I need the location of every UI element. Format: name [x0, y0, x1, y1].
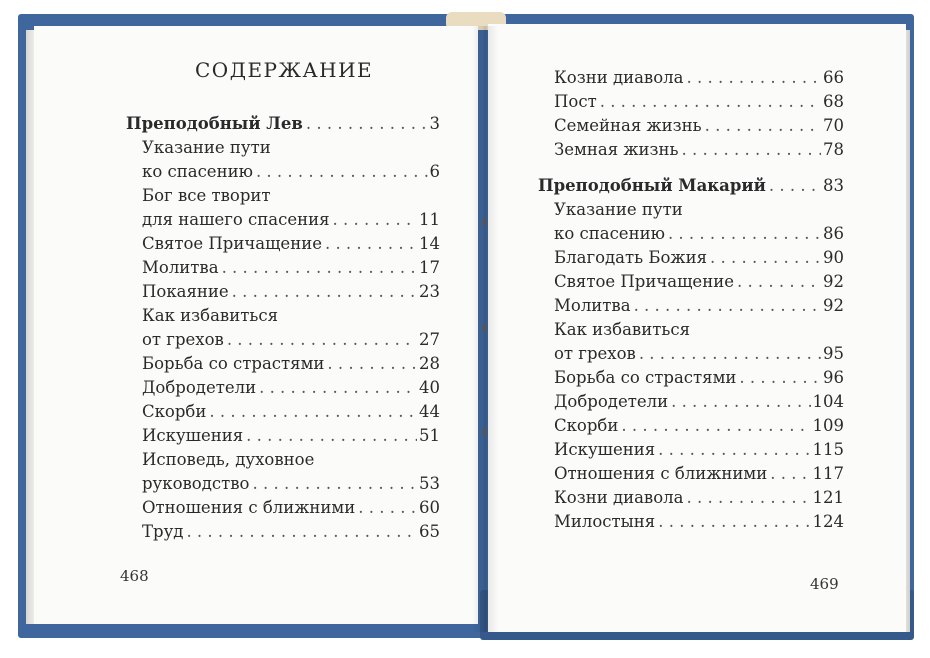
toc-entry-row	[554, 66, 844, 90]
toc-entry	[126, 520, 440, 544]
dot-leader	[222, 256, 417, 280]
toc-entry	[538, 438, 844, 462]
toc-entry-row	[142, 328, 440, 352]
toc-entry-row	[142, 160, 440, 184]
toc-entry-page: 92	[823, 272, 844, 291]
toc-entry-row	[554, 510, 844, 534]
contents-heading: СОДЕРЖАНИЕ	[195, 58, 374, 82]
toc-entry	[126, 352, 440, 376]
toc-entry	[538, 486, 844, 510]
dot-leader	[686, 66, 821, 90]
toc-entry-title: Земная жизнь	[554, 140, 679, 159]
toc-entry-page: 51	[419, 426, 440, 445]
dot-leader	[327, 352, 417, 376]
toc-entry-page: 6	[429, 162, 440, 181]
toc-entry-title: Добродетели	[142, 378, 257, 397]
toc-entry-title: Милостыня	[554, 512, 656, 531]
toc-entry-title: Борьба со страстями	[554, 368, 737, 387]
toc-entry-row	[554, 90, 844, 114]
toc-entry-title: Молитва	[554, 296, 631, 315]
toc-entry-title: Покаяние	[142, 282, 229, 301]
toc-entry-page: 28	[419, 354, 440, 373]
toc-entry-row	[142, 520, 440, 544]
dot-leader	[770, 462, 810, 486]
toc-entry-title-line: Указание пути	[554, 200, 683, 219]
left-toc-list	[126, 112, 440, 544]
toc-entry	[126, 280, 440, 304]
toc-entry-title: Преподобный Лев	[126, 114, 303, 133]
toc-entry	[538, 90, 844, 114]
toc-entry	[126, 448, 440, 496]
dot-leader	[658, 510, 810, 534]
toc-entry-title: ко спасению	[554, 224, 665, 243]
dot-leader	[259, 376, 417, 400]
dot-leader	[621, 414, 810, 438]
toc-entry-page: 92	[823, 296, 844, 315]
dot-leader	[253, 472, 418, 496]
toc-entry-title: Благодать Божия	[554, 248, 708, 267]
toc-entry	[126, 424, 440, 448]
toc-entry-row	[554, 270, 844, 294]
toc-entry-row	[554, 486, 844, 510]
toc-entry-row	[554, 246, 844, 270]
toc-entry-page: 90	[823, 248, 844, 267]
toc-entry	[538, 246, 844, 270]
dot-leader	[710, 246, 821, 270]
toc-entry-page: 11	[419, 210, 440, 229]
dot-leader	[671, 390, 810, 414]
toc-entry	[126, 232, 440, 256]
toc-entry-title: Скорби	[142, 402, 207, 421]
toc-entry-title: Молитва	[142, 258, 219, 277]
toc-entry-title: руководство	[142, 474, 250, 493]
toc-entry	[538, 270, 844, 294]
toc-entry-title: Козни диавола	[554, 68, 684, 87]
toc-entry	[126, 184, 440, 232]
toc-entry-title: Скорби	[554, 416, 619, 435]
toc-entry	[538, 510, 844, 534]
toc-entry-page: 86	[823, 224, 844, 243]
toc-entry-page: 60	[419, 498, 440, 517]
toc-entry	[538, 414, 844, 438]
binding-stitch	[483, 428, 486, 436]
toc-entry-title: Искушения	[554, 440, 656, 459]
dot-leader	[686, 486, 810, 510]
dot-leader	[705, 114, 821, 138]
toc-entry	[538, 138, 844, 162]
toc-entry-title: Семейная жизнь	[554, 116, 702, 135]
toc-entry-title: от грехов	[554, 344, 636, 363]
toc-entry-title: Отношения с ближними	[142, 498, 356, 517]
toc-entry-row	[554, 414, 844, 438]
toc-entry-row	[142, 232, 440, 256]
toc-entry-title: Труд	[142, 522, 184, 541]
toc-entry	[538, 66, 844, 90]
toc-entry-page: 124	[812, 512, 844, 531]
dot-leader	[639, 342, 821, 366]
toc-entry-title-line: Как избавиться	[142, 306, 278, 325]
dot-leader	[769, 174, 821, 198]
toc-entry-page: 68	[823, 92, 844, 111]
right-page-number: 469	[810, 575, 839, 593]
dot-leader	[682, 138, 821, 162]
toc-entry-row	[554, 342, 844, 366]
dot-leader	[209, 400, 417, 424]
toc-entry-page: 78	[823, 140, 844, 159]
toc-entry-title: Искушения	[142, 426, 244, 445]
toc-entry	[538, 198, 844, 246]
toc-entry-row	[142, 208, 440, 232]
toc-entry-page: 14	[419, 234, 440, 253]
toc-entry-title: ко спасению	[142, 162, 253, 181]
toc-entry-page: 121	[812, 488, 844, 507]
toc-entry	[126, 496, 440, 520]
toc-entry-page: 3	[429, 114, 440, 133]
toc-entry	[126, 304, 440, 352]
toc-entry-page: 17	[419, 258, 440, 277]
toc-entry	[538, 114, 844, 138]
toc-entry	[126, 376, 440, 400]
section-gap	[538, 162, 844, 174]
toc-entry-page: 23	[419, 282, 440, 301]
dot-leader	[634, 294, 821, 318]
toc-entry-title: Святое Причащение	[142, 234, 322, 253]
toc-entry-page: 96	[823, 368, 844, 387]
dot-leader	[668, 222, 821, 246]
dot-leader	[232, 280, 417, 304]
toc-entry-title: для нашего спасения	[142, 210, 330, 229]
dot-leader	[600, 90, 821, 114]
right-toc-list	[538, 66, 844, 534]
binding-stitch	[483, 218, 486, 226]
toc-entry-title-line: Исповедь, духовное	[142, 450, 315, 469]
toc-entry-row	[142, 472, 440, 496]
toc-entry-row	[142, 352, 440, 376]
toc-entry-page: 66	[823, 68, 844, 87]
binding-stitch	[483, 324, 486, 332]
toc-entry	[538, 318, 844, 366]
dot-leader	[325, 232, 417, 256]
toc-entry-page: 83	[823, 176, 844, 195]
toc-entry	[538, 366, 844, 390]
toc-entry-title-line: Указание пути	[142, 138, 271, 157]
toc-entry	[538, 390, 844, 414]
toc-entry-page: 40	[419, 378, 440, 397]
toc-entry-row	[142, 256, 440, 280]
toc-entry-row	[554, 438, 844, 462]
dot-leader	[256, 160, 428, 184]
toc-entry-row	[554, 138, 844, 162]
toc-entry-title: Преподобный Макарий	[538, 176, 766, 195]
dot-leader	[737, 270, 821, 294]
toc-entry-row	[554, 390, 844, 414]
toc-entry-page: 104	[812, 392, 844, 411]
toc-entry-page: 95	[823, 344, 844, 363]
toc-entry	[126, 256, 440, 280]
toc-entry-title: Пост	[554, 92, 597, 111]
toc-section-entry	[538, 174, 844, 198]
toc-entry-page: 109	[812, 416, 844, 435]
dot-leader	[358, 496, 417, 520]
toc-entry-title: Борьба со страстями	[142, 354, 325, 373]
toc-entry-page: 27	[419, 330, 440, 349]
toc-entry-row	[142, 400, 440, 424]
toc-entry-page: 70	[823, 116, 844, 135]
toc-entry-title-line: Как избавиться	[554, 320, 690, 339]
toc-entry-page: 44	[419, 402, 440, 421]
toc-entry-row	[554, 462, 844, 486]
dot-leader	[306, 112, 428, 136]
toc-entry-row	[142, 424, 440, 448]
dot-leader	[246, 424, 417, 448]
toc-entry-row	[142, 496, 440, 520]
toc-entry-row	[554, 114, 844, 138]
dot-leader	[227, 328, 417, 352]
dot-leader	[186, 520, 417, 544]
toc-entry-page: 53	[419, 474, 440, 493]
dot-leader	[333, 208, 417, 232]
toc-entry-title: Добродетели	[554, 392, 669, 411]
toc-entry-row	[554, 222, 844, 246]
toc-entry-title-line: Бог все творит	[142, 186, 271, 205]
toc-entry-row	[142, 376, 440, 400]
toc-entry-page: 65	[419, 522, 440, 541]
toc-entry-row	[126, 112, 440, 136]
toc-entry-row	[142, 280, 440, 304]
toc-entry-row	[554, 294, 844, 318]
toc-entry-row	[554, 366, 844, 390]
toc-entry	[126, 400, 440, 424]
toc-entry	[126, 136, 440, 184]
toc-section-entry	[126, 112, 440, 136]
toc-entry-page: 115	[812, 440, 844, 459]
dot-leader	[739, 366, 821, 390]
toc-entry-title: Отношения с ближними	[554, 464, 768, 483]
toc-entry-title: Святое Причащение	[554, 272, 734, 291]
toc-entry	[538, 294, 844, 318]
toc-entry-page: 117	[812, 464, 844, 483]
left-page-number: 468	[120, 567, 149, 585]
toc-entry-title: от грехов	[142, 330, 224, 349]
dot-leader	[658, 438, 810, 462]
toc-entry-title: Козни диавола	[554, 488, 684, 507]
toc-entry	[538, 462, 844, 486]
toc-entry-row	[538, 174, 844, 198]
